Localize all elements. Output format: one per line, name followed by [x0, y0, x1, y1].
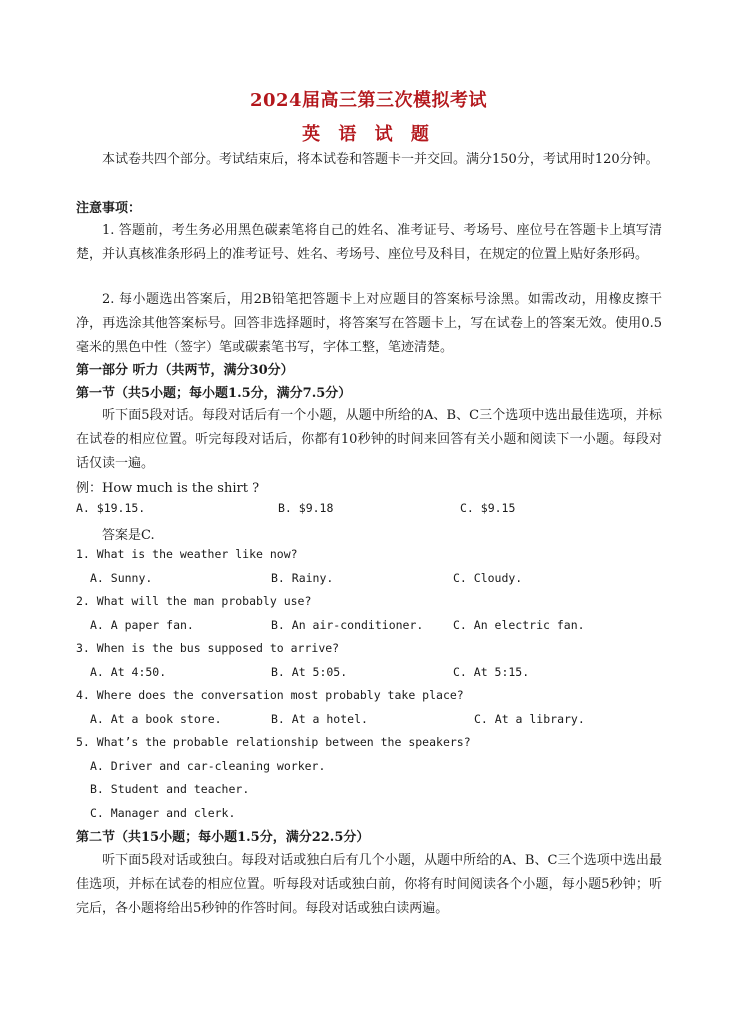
example-option-c: C. $9.15 [460, 501, 516, 515]
question-2-option-b: B. An air-conditioner. [271, 618, 424, 632]
question-4-option-c: C. At a library. [474, 712, 585, 726]
notice-item-1 [76, 219, 662, 267]
part1-heading: 第一部分 听力（共两节，满分30分） [76, 363, 294, 378]
section2-instructions-text: 听下面5段对话或独白。每段对话或独白后有几个小题，从题中所给的A、B、C三个选项中选出最佳选项，并标在试卷的相应位置。听每段对话或独白前，你将有时间阅读各个小题，每小题5秒钟；听完后，各小题将给出5秒钟的作答时间。每段对话或独白读两遍。 [76, 853, 662, 916]
question-4-option-b: B. At a hotel. [271, 712, 368, 726]
question-3-option-c: C. At 5:15. [453, 665, 530, 679]
section1-instructions [76, 404, 662, 476]
example-option-a: A. $19.15. [76, 501, 146, 515]
question-3-option-a: A. At 4:50. [90, 665, 167, 679]
question-2-option-a: A. A paper fan. [90, 618, 194, 632]
question-3-option-b: B. At 5:05. [271, 665, 348, 679]
example-question: 例：How much is the shirt ? [76, 481, 260, 496]
question-3: 3. When is the bus supposed to arrive? [76, 641, 340, 655]
notice-item-1-text: 1. 答题前，考生务必用黑色碳素笔将自己的姓名、准考证号、考场号、座位号在答题卡上填写清楚，并认真核准条形码上的准考证号、姓名、考场号、座位号及科目，在规定的位置上贴好条形码。 [76, 223, 662, 262]
section1-heading: 第一节（共5小题；每小题1.5分，满分7.5分） [76, 386, 352, 401]
notice-heading: 注意事项： [76, 201, 142, 216]
example-option-b: B. $9.18 [278, 501, 334, 515]
question-5-option-b: B. Student and teacher. [90, 782, 250, 796]
question-4-option-a: A. At a book store. [90, 712, 222, 726]
question-5: 5. What’s the probable relationship between the speakers? [76, 735, 471, 749]
question-2: 2. What will the man probably use? [76, 594, 312, 608]
question-1-option-b: B. Rainy. [271, 571, 334, 585]
example-answer: 答案是C. [102, 528, 155, 543]
intro-paragraph [76, 148, 662, 172]
question-1-option-a: A. Sunny. [90, 571, 153, 585]
exam-subject: 英 语 试 题 [302, 124, 435, 145]
question-4: 4. Where does the conversation most probably take place? [76, 688, 464, 702]
question-1: 1. What is the weather like now? [76, 547, 298, 561]
question-5-option-a: A. Driver and car-cleaning worker. [90, 759, 326, 773]
exam-title: 2024届高三第三次模拟考试 [249, 90, 488, 111]
notice-item-2 [76, 288, 662, 360]
section2-instructions [76, 849, 662, 921]
intro-text: 本试卷共四个部分。考试结束后，将本试卷和答题卡一并交回。满分150分，考试用时120分钟。 [102, 152, 659, 167]
notice-item-2-text: 2. 每小题选出答案后，用2B铅笔把答题卡上对应题目的答案标号涂黑。如需改动，用橡皮擦干净，再选涂其他答案标号。回答非选择题时，将答案写在答题卡上，写在试卷上的答案无效。使用0.5毫米的黑色中性（签字）笔或碳素笔书写，字体工整，笔迹清楚。 [76, 292, 662, 355]
question-5-option-c: C. Manager and clerk. [90, 806, 236, 820]
section2-heading: 第二节（共15小题；每小题1.5分，满分22.5分） [76, 830, 370, 845]
section1-instructions-text: 听下面5段对话。每段对话后有一个小题，从题中所给的A、B、C三个选项中选出最佳选项，并标在试卷的相应位置。听完每段对话后，你都有10秒钟的时间来回答有关小题和阅读下一小题。每段对话仅读一遍。 [76, 408, 662, 471]
question-2-option-c: C. An electric fan. [453, 618, 585, 632]
question-1-option-c: C. Cloudy. [453, 571, 523, 585]
